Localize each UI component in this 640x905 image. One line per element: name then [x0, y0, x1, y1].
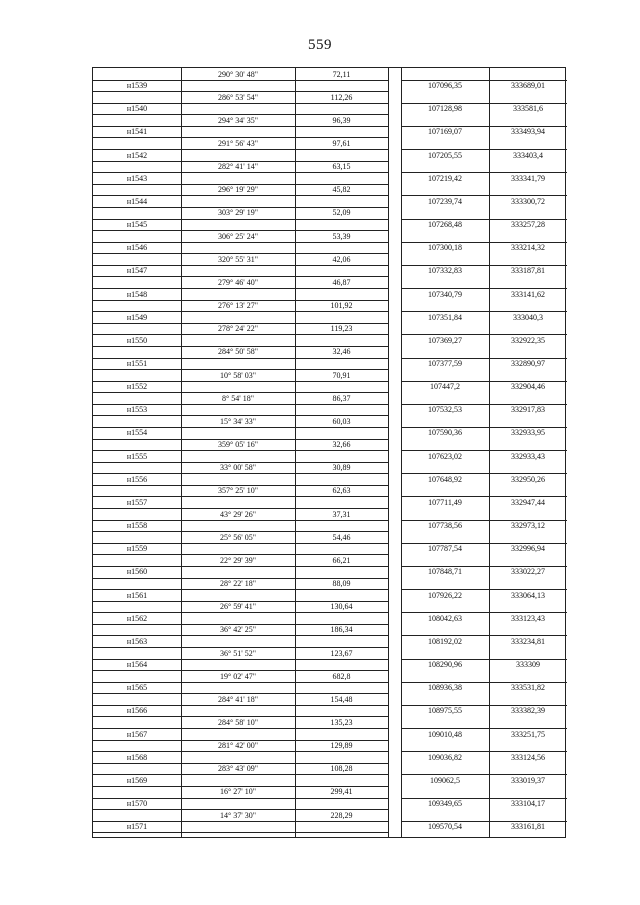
distance-cell: 97,61 — [332, 138, 351, 148]
x-coordinate-cell: 107340,79 — [428, 289, 462, 299]
point-cell: н1571 — [126, 822, 148, 832]
point-cell: н1556 — [126, 474, 148, 484]
distance-cell: 42,06 — [332, 254, 351, 264]
distance-cell: 123,67 — [330, 648, 353, 658]
point-cell: н1567 — [126, 729, 148, 739]
bearing-cell: 22° 29' 39" — [220, 555, 256, 565]
y-coordinate-cell: 333251,75 — [511, 729, 545, 739]
y-coordinate-cell: 333123,43 — [511, 613, 545, 623]
y-coordinate-cell: 333403,4 — [513, 150, 543, 160]
bearing-cell: 294° 34' 35" — [218, 115, 258, 125]
point-cell: н1550 — [126, 335, 148, 345]
x-coordinate-cell: 109036,82 — [428, 752, 462, 762]
y-coordinate-cell: 333064,13 — [511, 590, 545, 600]
bearing-cell: 43° 29' 26" — [220, 509, 256, 519]
x-coordinate-cell: 107369,27 — [428, 335, 462, 345]
x-coordinate-cell: 109570,54 — [428, 822, 462, 832]
x-coordinate-cell: 107532,53 — [428, 405, 462, 415]
x-coordinate-cell: 108290,96 — [428, 660, 462, 670]
distance-cell: 70,91 — [332, 370, 351, 380]
bearing-cell: 320° 55' 31" — [218, 254, 258, 264]
y-coordinate-cell: 333309 — [516, 660, 540, 670]
bearing-cell: 28° 22' 18" — [220, 579, 256, 589]
y-coordinate-cell: 333019,37 — [511, 775, 545, 785]
point-cell: н1547 — [126, 266, 148, 276]
x-coordinate-cell: 107219,42 — [428, 173, 462, 183]
bearing-cell: 282° 41' 14" — [218, 162, 258, 172]
bearing-cell: 276° 13' 27" — [218, 301, 258, 311]
y-coordinate-cell: 333040,3 — [513, 312, 543, 322]
point-cell: н1569 — [126, 775, 148, 785]
x-coordinate-cell: 107377,59 — [428, 359, 462, 368]
y-coordinate-cell: 333022,27 — [511, 567, 545, 577]
y-coordinate-cell: 333382,39 — [511, 706, 545, 716]
y-coordinate-cell: 333234,81 — [511, 636, 545, 646]
bearing-cell: 306° 25' 24" — [218, 231, 258, 241]
column-divider — [388, 68, 389, 837]
y-coordinate-cell: 332950,26 — [511, 474, 545, 484]
y-coordinate-cell: 333161,81 — [511, 822, 545, 832]
point-cell: н1554 — [126, 428, 148, 438]
bearing-cell: 286° 53' 54" — [218, 92, 258, 102]
bearing-cell: 26° 59' 41" — [220, 602, 256, 612]
bearing-cell: 36° 42' 25" — [220, 625, 256, 635]
distance-cell: 135,23 — [330, 717, 353, 727]
bearing-cell: 10° 58' 03" — [220, 370, 256, 380]
bearing-cell: 283° 43' 09" — [218, 764, 258, 774]
x-coordinate-cell: 108192,02 — [428, 636, 462, 646]
x-coordinate-cell: 107787,54 — [428, 544, 462, 554]
distance-cell: 108,28 — [330, 764, 353, 774]
row-divider-left — [93, 832, 388, 833]
point-cell: н1541 — [126, 127, 148, 137]
distance-cell: 32,46 — [332, 347, 351, 357]
distance-cell: 299,41 — [330, 787, 353, 797]
y-coordinate-cell: 333581,6 — [513, 104, 543, 114]
bearing-cell: 284° 41' 18" — [218, 694, 258, 704]
x-coordinate-cell: 107169,07 — [428, 127, 462, 137]
point-cell: н1566 — [126, 706, 148, 716]
point-cell: н1546 — [126, 243, 148, 253]
y-coordinate-cell: 333141,62 — [511, 289, 545, 299]
bearing-cell: 25° 56' 05" — [220, 532, 256, 542]
distance-cell: 119,23 — [330, 324, 353, 334]
y-coordinate-cell: 333104,17 — [511, 799, 545, 809]
point-cell: н1549 — [126, 312, 148, 322]
y-coordinate-cell: 332922,35 — [511, 335, 545, 345]
y-coordinate-cell: 333214,32 — [511, 243, 545, 253]
point-cell: н1564 — [126, 660, 148, 670]
x-coordinate-cell: 109349,65 — [428, 799, 462, 809]
y-coordinate-cell: 332933,43 — [511, 451, 545, 461]
distance-cell: 63,15 — [332, 162, 351, 172]
y-coordinate-cell: 333124,56 — [511, 752, 545, 762]
point-cell: н1545 — [126, 220, 148, 230]
distance-cell: 32,66 — [332, 440, 351, 450]
bearing-cell: 15° 34' 33" — [220, 416, 256, 426]
x-coordinate-cell: 107711,49 — [428, 497, 462, 507]
point-cell: н1553 — [126, 405, 148, 415]
bearing-cell: 14° 37' 30" — [220, 810, 256, 820]
x-coordinate-cell: 107648,92 — [428, 474, 462, 484]
x-coordinate-cell: 108042,63 — [428, 613, 462, 623]
bearing-cell: 296° 19' 29" — [218, 185, 258, 195]
bearing-cell: 303° 29' 19" — [218, 208, 258, 218]
y-coordinate-cell: 332904,46 — [511, 382, 545, 392]
point-cell: н1562 — [126, 613, 148, 623]
distance-cell: 101,92 — [330, 301, 353, 311]
distance-cell: 186,34 — [330, 625, 353, 635]
x-coordinate-cell: 107848,71 — [428, 567, 462, 577]
point-cell: н1561 — [126, 590, 148, 600]
point-cell: н1552 — [126, 382, 148, 392]
point-cell: н1544 — [126, 196, 148, 206]
y-coordinate-cell: 333531,82 — [511, 683, 545, 693]
distance-cell: 228,29 — [330, 810, 353, 820]
bearing-cell: 36° 51' 52" — [220, 648, 256, 658]
point-cell: н1568 — [126, 752, 148, 762]
point-cell: н1551 — [126, 359, 148, 368]
point-cell: н1560 — [126, 567, 148, 577]
x-coordinate-cell: 107205,55 — [428, 150, 462, 160]
point-cell: н1539 — [126, 81, 148, 91]
bearing-cell: 8° 54' 18" — [222, 393, 254, 403]
point-cell: н1558 — [126, 521, 148, 531]
y-coordinate-cell: 332947,44 — [511, 497, 545, 507]
x-coordinate-cell: 107926,22 — [428, 590, 462, 600]
y-coordinate-cell: 332996,94 — [511, 544, 545, 554]
distance-cell: 682,8 — [332, 671, 351, 681]
point-cell: н1543 — [126, 173, 148, 183]
bearing-cell: 359° 05' 16" — [218, 440, 258, 450]
page-number: 559 — [308, 37, 332, 53]
x-coordinate-cell: 107738,56 — [428, 521, 462, 531]
point-cell: н1548 — [126, 289, 148, 299]
x-coordinate-cell: 107128,98 — [428, 104, 462, 114]
distance-cell: 52,09 — [332, 208, 351, 218]
distance-cell: 86,37 — [332, 393, 351, 403]
x-coordinate-cell: 107239,74 — [428, 196, 462, 206]
coordinates-table — [92, 67, 566, 838]
point-cell: н1557 — [126, 497, 148, 507]
y-coordinate-cell: 333689,01 — [511, 81, 545, 91]
distance-cell: 60,03 — [332, 416, 351, 426]
x-coordinate-cell: 108936,38 — [428, 683, 462, 693]
point-cell: н1555 — [126, 451, 148, 461]
distance-cell: 88,09 — [332, 579, 351, 589]
bearing-cell: 281° 42' 00" — [218, 741, 258, 751]
point-cell: н1559 — [126, 544, 148, 554]
bearing-cell: 284° 50' 58" — [218, 347, 258, 357]
distance-cell: 112,26 — [330, 92, 353, 102]
point-cell: н1565 — [126, 683, 148, 693]
distance-cell: 30,89 — [332, 463, 351, 473]
y-coordinate-cell: 332933,95 — [511, 428, 545, 438]
bearing-cell: 33° 00' 58" — [220, 463, 256, 473]
x-coordinate-cell: 107351,84 — [428, 312, 462, 322]
distance-cell: 66,21 — [332, 555, 351, 565]
y-coordinate-cell: 333257,28 — [511, 220, 545, 230]
bearing-cell: 284° 58' 10" — [218, 717, 258, 727]
point-cell: н1542 — [126, 150, 148, 160]
bearing-cell: 290° 30' 48" — [218, 69, 258, 79]
distance-cell: 154,48 — [330, 694, 353, 704]
y-coordinate-cell: 332917,83 — [511, 405, 545, 415]
distance-cell: 54,46 — [332, 532, 351, 542]
x-coordinate-cell: 109062,5 — [430, 775, 460, 785]
distance-cell: 53,39 — [332, 231, 351, 241]
x-coordinate-cell: 107332,83 — [428, 266, 462, 276]
x-coordinate-cell: 107590,36 — [428, 428, 462, 438]
distance-cell: 96,39 — [332, 115, 351, 125]
y-coordinate-cell: 333300,72 — [511, 196, 545, 206]
y-coordinate-cell: 333493,94 — [511, 127, 545, 137]
x-coordinate-cell: 109010,48 — [428, 729, 462, 739]
bearing-cell: 19° 02' 47" — [220, 671, 256, 681]
x-coordinate-cell: 107268,48 — [428, 220, 462, 230]
x-coordinate-cell: 107096,35 — [428, 81, 462, 91]
x-coordinate-cell: 107623,02 — [428, 451, 462, 461]
bearing-cell: 291° 56' 43" — [218, 138, 258, 148]
y-coordinate-cell: 332973,12 — [511, 521, 545, 531]
point-cell: н1540 — [126, 104, 148, 114]
x-coordinate-cell: 107300,18 — [428, 243, 462, 253]
distance-cell: 45,82 — [332, 185, 351, 195]
distance-cell: 129,89 — [330, 741, 353, 751]
distance-cell: 72,11 — [332, 69, 351, 79]
distance-cell: 130,64 — [330, 602, 353, 612]
bearing-cell: 278° 24' 22" — [218, 324, 258, 334]
bearing-cell: 357° 25' 10" — [218, 486, 258, 496]
distance-cell: 62,63 — [332, 486, 351, 496]
x-coordinate-cell: 107447,2 — [430, 382, 460, 392]
bearing-cell: 16° 27' 10" — [220, 787, 256, 797]
y-coordinate-cell: 333187,81 — [511, 266, 545, 276]
x-coordinate-cell: 108975,55 — [428, 706, 462, 716]
point-cell: н1563 — [126, 636, 148, 646]
distance-cell: 37,31 — [332, 509, 351, 519]
distance-cell: 46,87 — [332, 277, 351, 287]
bearing-cell: 279° 46' 40" — [218, 277, 258, 287]
y-coordinate-cell: 333341,79 — [511, 173, 545, 183]
point-cell: н1570 — [126, 799, 148, 809]
y-coordinate-cell: 332890,97 — [511, 359, 545, 368]
